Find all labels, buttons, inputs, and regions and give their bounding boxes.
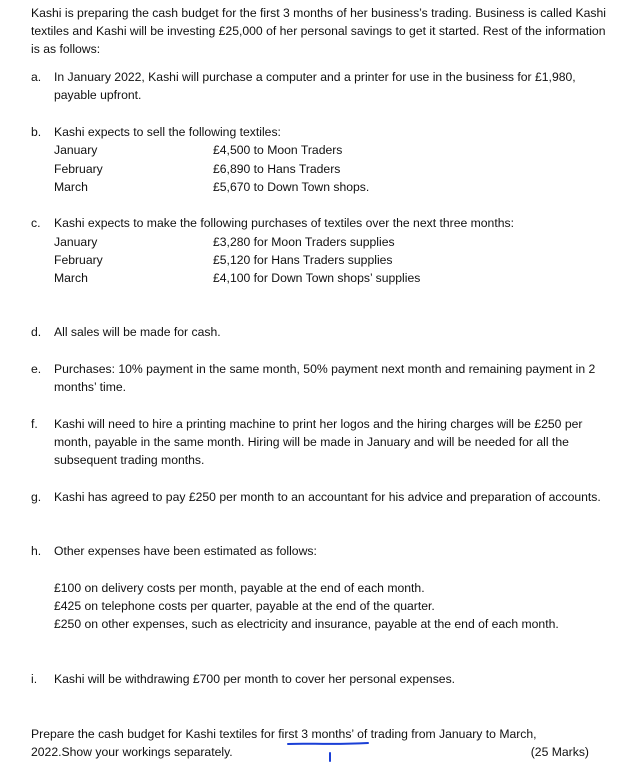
purchase-amount: £3,280 for Moon Traders supplies — [213, 235, 395, 249]
item-e-text: Purchases: 10% payment in the same month, 50% payment next month and remaining payment in 2 months’ time. — [54, 362, 596, 394]
expense-line: £425 on telephone costs per quarter, payable at the end of the quarter. — [54, 599, 435, 613]
item-e-label: e. — [31, 362, 42, 376]
item-b-text: Kashi expects to sell the following textiles: — [54, 125, 281, 139]
item-d-text: All sales will be made for cash. — [54, 325, 221, 339]
item-h-text: Other expenses have been estimated as follows: — [54, 544, 317, 558]
item-i-text: Kashi will be withdrawing £700 per month to cover her personal expenses. — [54, 672, 456, 686]
expense-line: £250 on other expenses, such as electricity and insurance, payable at the end of each month. — [54, 617, 559, 631]
purchase-month: March — [54, 271, 88, 285]
item-f-text: Kashi will need to hire a printing machine to print her logos and the hiring charges will be £250 per month, payable in the same month. Hiring will be made in January and will be needed for all the subsequent trading months. — [54, 417, 583, 467]
sales-month: March — [54, 180, 88, 194]
purchase-month: February — [54, 253, 103, 267]
item-b-label: b. — [31, 125, 42, 139]
purchase-month: January — [54, 235, 98, 249]
item-a-label: a. — [31, 70, 42, 84]
expense-line: £100 on delivery costs per month, payable at the end of each month. — [54, 581, 425, 595]
marks-label: (25 Marks) — [530, 745, 589, 759]
item-d-label: d. — [31, 325, 42, 339]
item-g-label: g. — [31, 490, 42, 504]
sales-month: January — [54, 143, 98, 157]
purchase-amount: £4,100 for Down Town shops’ supplies — [213, 271, 421, 285]
sales-amount: £5,670 to Down Town shops. — [213, 180, 370, 194]
item-i-label: i. — [31, 672, 38, 686]
item-a-text: In January 2022, Kashi will purchase a computer and a printer for use in the business for £1,980, payable upfront. — [54, 70, 576, 102]
task-instruction: Prepare the cash budget for Kashi textiles for first 3 months’ of trading from January to March, 2022.Show your workings separately. — [31, 727, 537, 759]
item-g-text: Kashi has agreed to pay £250 per month to an accountant for his advice and preparation of accounts. — [54, 490, 601, 504]
purchase-amount: £5,120 for Hans Traders supplies — [213, 253, 393, 267]
item-c-text: Kashi expects to make the following purchases of textiles over the next three months: — [54, 216, 514, 230]
intro-paragraph: Kashi is preparing the cash budget for the first 3 months of her business’s trading. Business is called Kashi textiles and Kashi will be investing £25,000 of her personal savings to get it started. Rest of the information is as follows: — [31, 6, 606, 56]
item-f-label: f. — [31, 417, 38, 431]
sales-amount: £6,890 to Hans Traders — [213, 162, 341, 176]
sales-month: February — [54, 162, 103, 176]
item-h-label: h. — [31, 544, 42, 558]
sales-amount: £4,500 to Moon Traders — [213, 143, 343, 157]
handwritten-underline-mark — [287, 741, 369, 747]
item-c-label: c. — [31, 216, 41, 230]
ink-tick-mark — [327, 752, 333, 762]
